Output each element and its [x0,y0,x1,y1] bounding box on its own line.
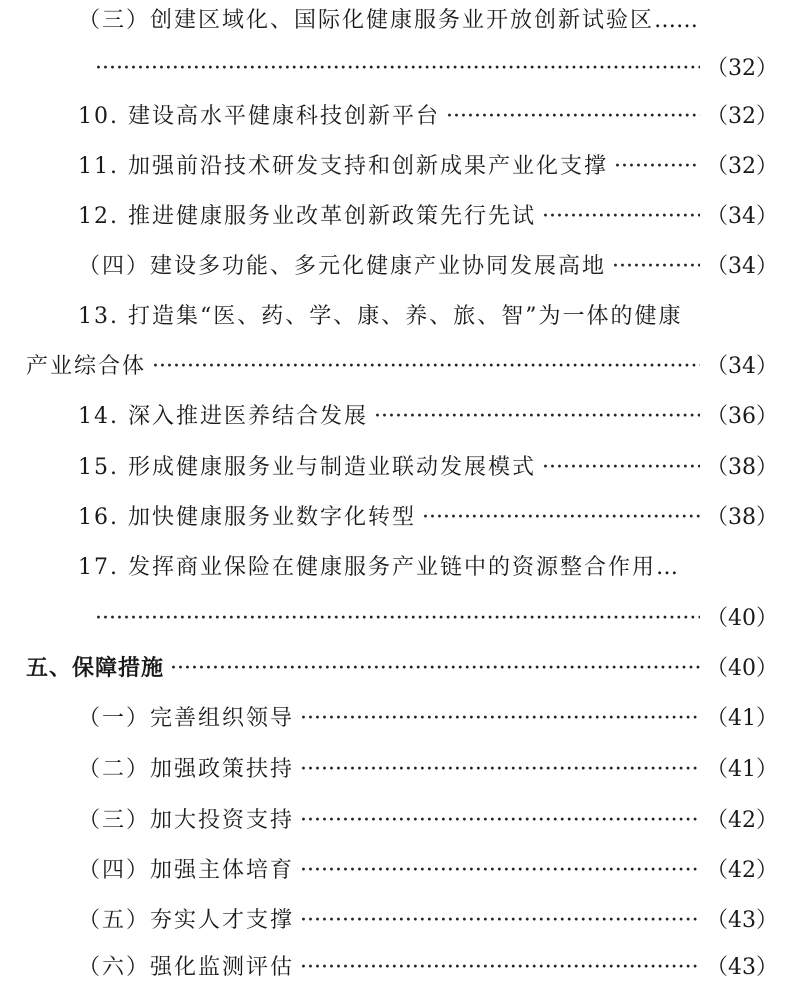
toc-page-number: （40） [706,606,778,631]
toc-page-number: （41） [706,757,778,782]
toc-leader-dots [95,52,700,86]
toc-entry-text: （六）强化监测评估 [78,955,295,980]
toc-entry-14 [78,400,778,434]
toc-page-number: （38） [706,505,778,530]
toc-page-number: （42） [706,858,778,883]
toc-entry-16 [78,501,778,535]
toc-entry-13 [78,300,778,334]
toc-leader-dots [300,702,700,736]
toc-page-number: （41） [706,706,778,731]
toc-page-number: （43） [706,955,778,980]
toc-entry-tail: …… [654,8,699,33]
toc-entry-text: 10. 建设高水平健康科技创新平台 [78,104,440,129]
toc-entry-continuation [95,52,778,86]
toc-page-number: （34） [706,254,778,279]
toc-page-number: （38） [706,455,778,480]
toc-entry-text: （三）加大投资支持 [78,808,295,833]
toc-leader-dots [95,602,700,636]
toc-leader-dots [300,854,700,888]
toc-chapter-5 [26,652,778,686]
toc-entry-text: 13. 打造集“医、药、学、康、养、旅、智”为一体的健康 [78,304,683,329]
toc-entry-open-innovation-zone [78,4,778,38]
toc-leader-dots [300,904,700,938]
toc-entry-5-4 [78,854,778,888]
toc-entry-13-continuation [26,350,778,384]
toc-leader-dots [446,100,700,134]
toc-leader-dots [542,451,700,485]
toc-entry-5-3 [78,804,778,838]
toc-entry-text: 15. 形成健康服务业与制造业联动发展模式 [78,455,536,480]
toc-page-number: （43） [706,908,778,933]
toc-entry-text: （三）创建区域化、国际化健康服务业开放创新试验区 [78,8,655,33]
toc-entry-section-4 [78,250,778,284]
toc-chapter-title: 五、保障措施 [26,656,165,681]
toc-page-number: （34） [706,204,778,229]
toc-page-number: （36） [706,404,778,429]
toc-entry-12 [78,200,778,234]
toc-leader-dots [612,250,700,284]
toc-page-number: （34） [706,354,778,379]
toc-entry-17 [78,551,778,585]
toc-page-number: （32） [706,56,778,81]
toc-page-number: （40） [706,656,778,681]
toc-leader-dots [542,200,700,234]
toc-page-number: （32） [706,104,778,129]
toc-entry-text: 11. 加强前沿技术研发支持和创新成果产业化支撑 [78,154,608,179]
toc-entry-15 [78,451,778,485]
toc-entry-tail: … [655,555,678,580]
toc-entry-11 [78,150,778,184]
toc-entry-text: 产业综合体 [26,354,147,379]
toc-entry-5-1 [78,702,778,736]
toc-page-number: （42） [706,808,778,833]
toc-entry-text: （五）夯实人才支撑 [78,908,295,933]
toc-entry-5-2 [78,753,778,787]
toc-leader-dots [614,150,700,184]
toc-entry-text: 16. 加快健康服务业数字化转型 [78,505,416,530]
toc-entry-text: 17. 发挥商业保险在健康服务产业链中的资源整合作用 [78,555,656,580]
toc-leader-dots [152,350,700,384]
toc-entry-text: 12. 推进健康服务业改革创新政策先行先试 [78,204,536,229]
toc-leader-dots [422,501,700,535]
toc-entry-text: 14. 深入推进医养结合发展 [78,404,368,429]
toc-leader-dots [300,804,700,838]
toc-entry-text: （四）建设多功能、多元化健康产业协同发展高地 [78,254,607,279]
toc-entry-text: （一）完善组织领导 [78,706,295,731]
toc-leader-dots [374,400,700,434]
toc-entry-text: （二）加强政策扶持 [78,757,295,782]
toc-entry-text: （四）加强主体培育 [78,858,295,883]
toc-page-number: （32） [706,154,778,179]
toc-leader-dots [300,951,700,985]
toc-leader-dots [300,753,700,787]
toc-entry-5-6 [78,951,778,985]
toc-entry-10 [78,100,778,134]
toc-entry-5-5 [78,904,778,938]
toc-entry-17-continuation [95,602,778,636]
toc-leader-dots [170,652,700,686]
